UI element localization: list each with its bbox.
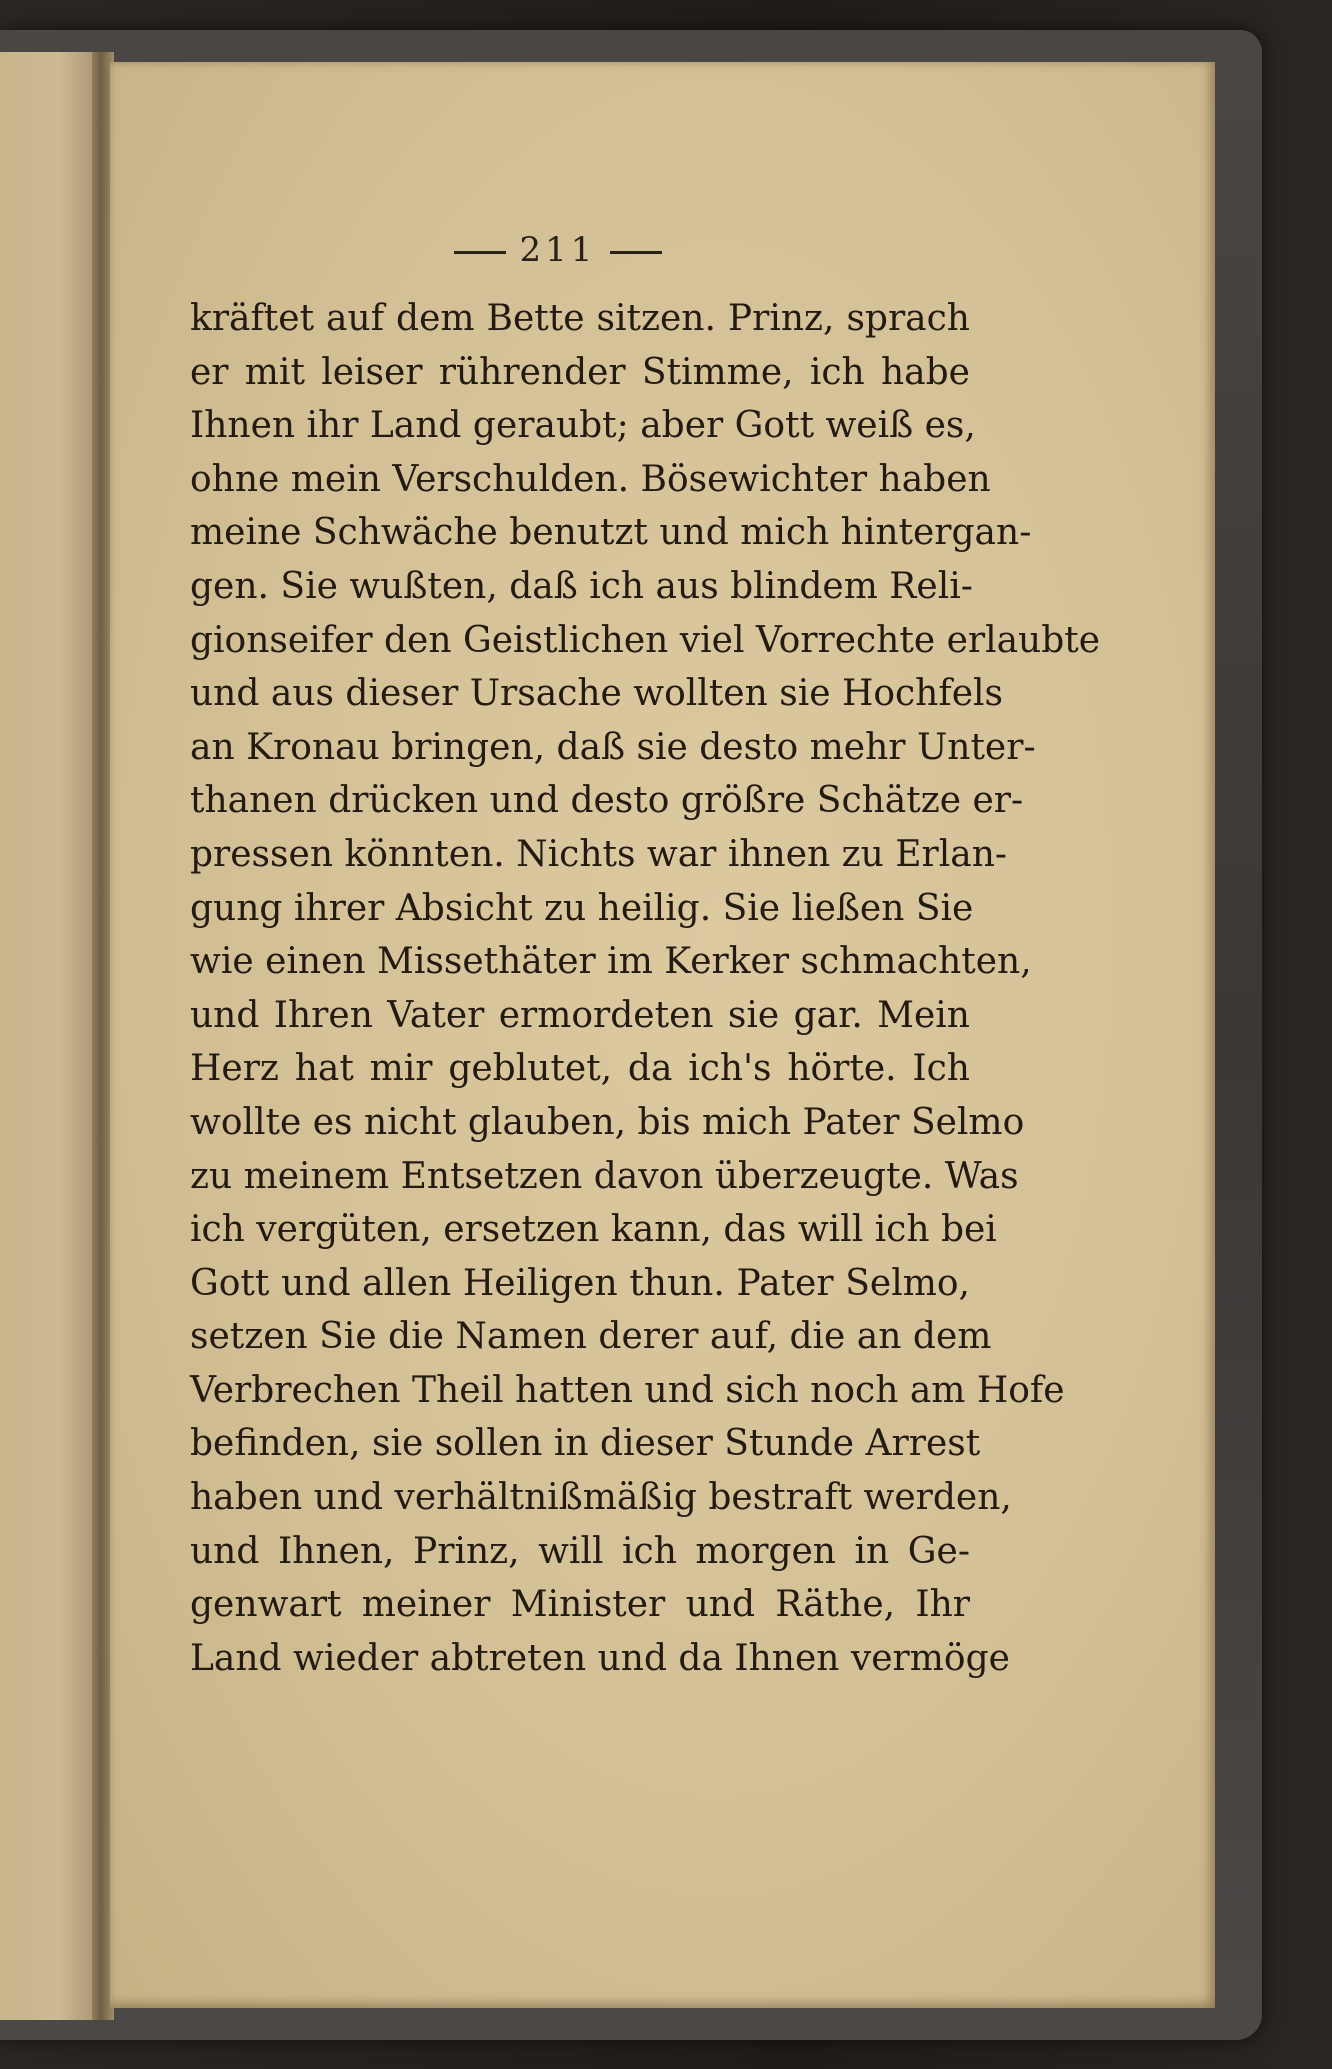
text-line: ich vergüten, ersetzen kann, das will ich bei — [190, 1209, 997, 1251]
text-line: kräftet auf dem Bette sitzen. Prinz, sprach — [190, 298, 970, 339]
text-line: Gott und allen Heiligen thun. Pater Selmo, — [190, 1262, 970, 1304]
text-line: an Kronau bringen, daß sie desto mehr Unter- — [190, 726, 1036, 768]
body-text — [190, 292, 1101, 1685]
text-line: Land wieder abtreten und da Ihnen vermöge — [190, 1637, 1010, 1679]
text-line: meine Schwäche benutzt und mich hintergan- — [190, 512, 1032, 554]
text-line: Herz hat mir geblutet, da ich's hörte. Ich — [190, 1048, 970, 1090]
header-dash-left — [454, 251, 506, 254]
text-line: zu meinem Entsetzen davon überzeugte. Was — [190, 1155, 1019, 1197]
text-line: gen. Sie wußten, daß ich aus blindem Reli- — [190, 565, 973, 607]
text-line: wie einen Missethäter im Kerker schmachten, — [190, 941, 1032, 983]
page-header — [388, 230, 728, 270]
text-line: genwart meiner Minister und Räthe, Ihr — [190, 1584, 970, 1626]
text-line: und Ihren Vater ermordeten sie gar. Mein — [190, 994, 970, 1036]
text-line: er mit leiser rührender Stimme, ich habe — [190, 351, 970, 393]
page-number: 211 — [519, 230, 597, 270]
text-line: haben und verhältnißmäßig bestraft werden, — [190, 1477, 1012, 1519]
text-line: ohne mein Verschulden. Bösewichter haben — [190, 458, 991, 500]
text-line: thanen drücken und desto größre Schätze er- — [190, 780, 1024, 822]
text-line: wollte es nicht glauben, bis mich Pater Selmo — [190, 1101, 1025, 1143]
left-facing-page — [0, 52, 98, 2020]
text-line: pressen könnten. Nichts war ihnen zu Erlan- — [190, 833, 1008, 875]
text-line: und aus dieser Ursache wollten sie Hochfels — [190, 673, 1003, 715]
text-line: befinden, sie sollen in dieser Stunde Arrest — [190, 1423, 981, 1465]
text-line: und Ihnen, Prinz, will ich morgen in Ge- — [190, 1530, 970, 1572]
text-line: Ihnen ihr Land geraubt; aber Gott weiß es, — [190, 405, 976, 447]
text-line: gionseifer den Geistlichen viel Vorrechte erlaubte — [190, 619, 1101, 661]
header-dash-right — [610, 251, 662, 254]
text-line: Verbrechen Theil hatten und sich noch am Hofe — [190, 1369, 1065, 1411]
text-line: setzen Sie die Namen derer auf, die an dem — [190, 1316, 992, 1358]
text-line: gung ihrer Absicht zu heilig. Sie ließen Sie — [190, 887, 974, 929]
